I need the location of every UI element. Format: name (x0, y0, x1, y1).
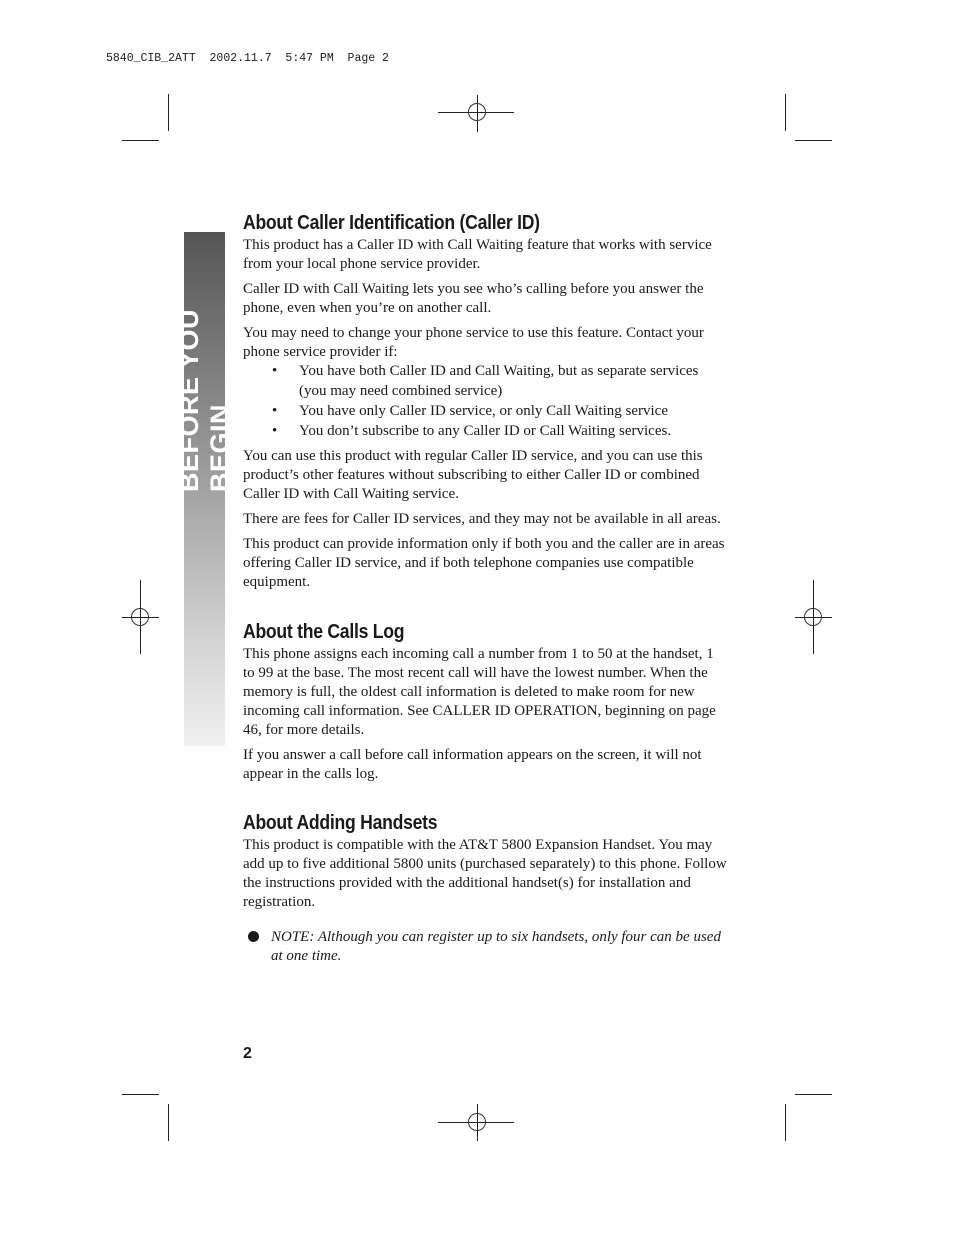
paragraph: If you answer a call before call information appears on the screen, it will not appear in the calls log. (243, 747, 702, 782)
heading-caller-id: About Caller Identification (Caller ID) (243, 212, 540, 234)
list-item: • You don’t subscribe to any Caller ID or Call Waiting services. (243, 422, 728, 442)
crop-mark (785, 94, 786, 131)
page-number: 2 (243, 1045, 252, 1062)
list-item: • You have both Caller ID and Call Waiting, but as separate services (you may need combined service) (243, 362, 728, 401)
bullet-list (243, 362, 728, 441)
paragraph: You may need to change your phone service to use this feature. Contact your phone service provider if: (243, 325, 704, 360)
note (243, 928, 728, 966)
page-content (243, 210, 728, 966)
crop-mark (122, 140, 159, 141)
side-tab-label: BEFORE YOU BEGIN (173, 308, 235, 492)
registration-mark-right (804, 608, 822, 626)
heading-adding-handsets: About Adding Handsets (243, 812, 438, 834)
crop-mark (168, 1104, 169, 1141)
paragraph: You can use this product with regular Caller ID service, and you can use this product’s other features without subscribing to either Caller ID or combined Caller ID with Call Waiting service. (243, 448, 703, 502)
list-item: • You have only Caller ID service, or only Call Waiting service (243, 402, 728, 422)
crop-mark (785, 1104, 786, 1141)
paragraph: This product is compatible with the AT&T 5800 Expansion Handset. You may add up to five additional 5800 units (purchased separately) to this phone. Follow the instructions provided with the additional handset(s) for installation and registration. (243, 837, 727, 910)
section-side-tab (173, 232, 235, 746)
print-slug: 5840_CIB_2ATT 2002.11.7 5:47 PM Page 2 (106, 52, 389, 65)
paragraph: This product can provide information only if both you and the caller are in areas offering Caller ID service, and if both telephone companies use compatible equipment. (243, 536, 725, 590)
note-text: NOTE: Although you can register up to six handsets, only four can be used at one time. (271, 929, 721, 964)
paragraph: This phone assigns each incoming call a number from 1 to 50 at the handset, 1 to 99 at the base. The most recent call will have the lowest number. When the memory is full, the oldest call information is deleted to make room for new incoming call information. See CALLER ID OPERATION, beginning on page 46, for more details. (243, 646, 716, 738)
registration-mark-left (131, 608, 149, 626)
registration-mark-bottom (468, 1113, 486, 1131)
crop-mark (795, 140, 832, 141)
bullet-dot-icon (248, 931, 259, 942)
crop-mark (795, 1094, 832, 1095)
heading-calls-log: About the Calls Log (243, 621, 405, 643)
paragraph: This product has a Caller ID with Call Waiting feature that works with service from your local phone service provider. (243, 237, 712, 272)
registration-mark-top (468, 103, 486, 121)
crop-mark (122, 1094, 159, 1095)
paragraph: Caller ID with Call Waiting lets you see who’s calling before you answer the phone, even when you’re on another call. (243, 281, 704, 316)
paragraph: There are fees for Caller ID services, and they may not be available in all areas. (243, 511, 721, 527)
crop-mark (168, 94, 169, 131)
